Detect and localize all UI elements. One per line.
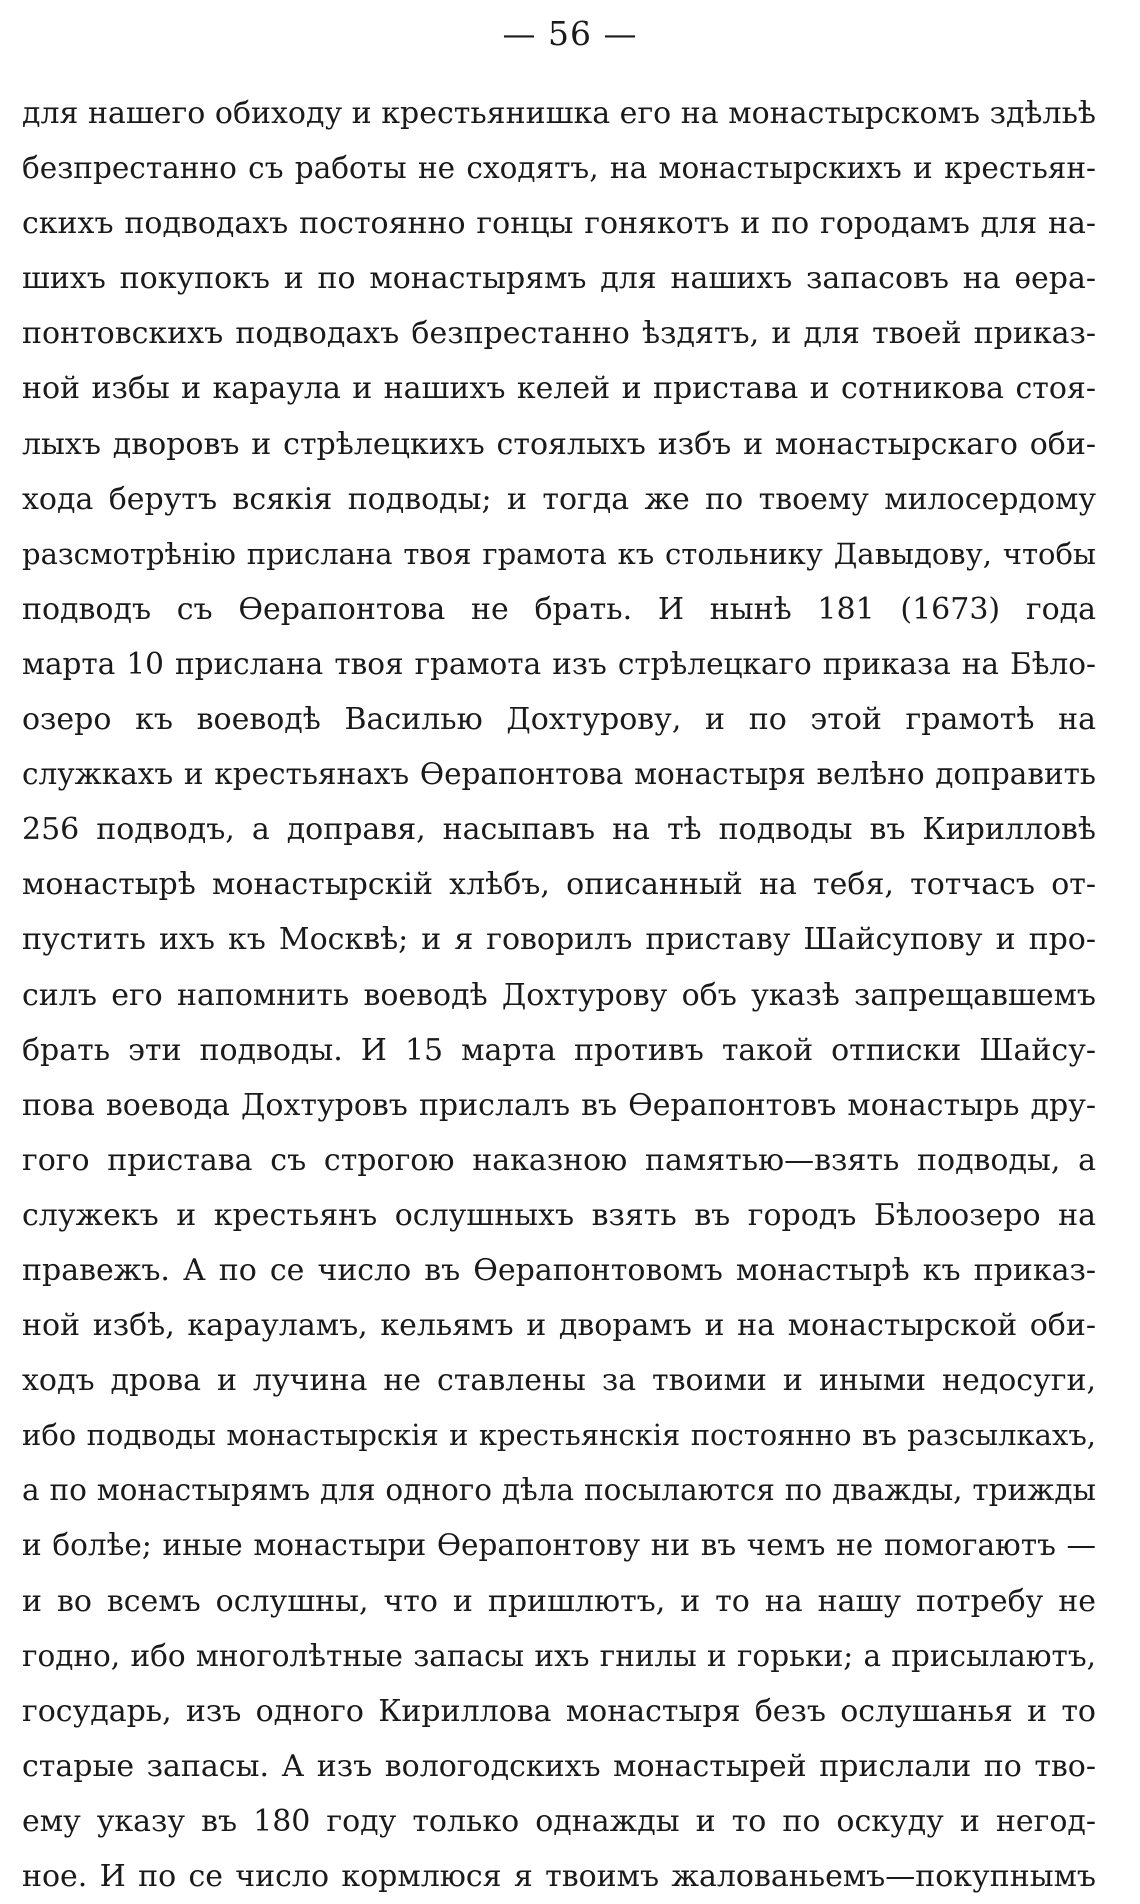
- text-line: гого пристава съ строгою наказною памятью—взять подводы, а: [22, 1142, 1096, 1178]
- text-line: служкахъ и крестьянахъ Ѳерапонтова монастыря велѣно доправить: [22, 757, 1096, 792]
- text-line: ибо подводы монастырскія и крестьянскія постоянно въ разсылкахъ,: [22, 1418, 1096, 1453]
- text-line: подводъ съ Ѳерапонтова не брать. И нынѣ 181 (1673) года: [22, 591, 1096, 627]
- text-line: и болѣе; иные монастыри Ѳерапонтову ни въ чемъ не помогаютъ —: [22, 1528, 1096, 1563]
- body-text: [22, 86, 1096, 1904]
- text-line: ему указу въ 180 году только однажды и то по оскуду и негод-: [22, 1803, 1096, 1839]
- text-line: для нашего обиходу и крестьянишка его на монастырскомъ здѣльѣ: [22, 96, 1096, 131]
- text-line: и во всемъ ослушны, что и пришлютъ, и то на нашу потребу не: [22, 1583, 1096, 1619]
- text-line: пова воевода Дохтуровъ прислалъ въ Ѳерапонтовъ монастырь дру-: [22, 1087, 1096, 1123]
- text-line: разсмотрѣнію прислана твоя грамота къ стольнику Давыдову, чтобы: [22, 536, 1096, 571]
- text-line: служекъ и крестьянъ ослушныхъ взять въ городъ Бѣлоозеро на: [22, 1197, 1096, 1233]
- text-line: государь, изъ одного Кириллова монастыря безъ ослушанья и то: [22, 1693, 1096, 1729]
- text-line: безпрестанно съ работы не сходятъ, на монастырскихъ и крестьян-: [22, 151, 1096, 186]
- text-line: силъ его напомнить воеводѣ Дохтурову объ указѣ запрещавшемъ: [22, 977, 1096, 1013]
- text-line: ходъ дрова и лучина не ставлены за твоими и иными недосуги,: [22, 1363, 1096, 1399]
- page-number: — 56 —: [502, 14, 638, 53]
- text-line: монастырѣ монастырскій хлѣбъ, описанный на тебя, тотчасъ от-: [22, 867, 1096, 903]
- text-line: понтовскихъ подводахъ безпрестанно ѣздятъ, и для твоей приказ-: [22, 316, 1096, 352]
- text-line: лыхъ дворовъ и стрѣлецкихъ стоялыхъ избъ и монастырскаго оби-: [22, 426, 1096, 462]
- text-line: брать эти подводы. И 15 марта противъ такой отписки Шайсу-: [22, 1032, 1096, 1068]
- text-line: хода берутъ всякія подводы; и тогда же по твоему милосердому: [22, 481, 1096, 517]
- text-line: марта 10 прислана твоя грамота изъ стрѣлецкаго приказа на Бѣло-: [22, 646, 1096, 681]
- text-line: а по монастырямъ для одного дѣла посылаются по дважды, трижды: [22, 1473, 1096, 1508]
- text-line: правежъ. А по се число въ Ѳерапонтовомъ монастырѣ къ приказ-: [22, 1252, 1096, 1288]
- text-line: ное. И по се число кормлюся я твоимъ жалованьемъ—покупнымъ: [22, 1859, 1096, 1894]
- text-line: 256 подводъ, а доправя, насыпавъ на тѣ подводы въ Кирилловѣ: [22, 812, 1096, 848]
- text-line: озеро къ воеводѣ Василью Дохтурову, и по этой грамотѣ на: [22, 702, 1096, 738]
- text-line: шихъ покупокъ и по монастырямъ для нашихъ запасовъ на ѳера-: [22, 261, 1096, 297]
- text-line: ной избѣ, карауламъ, кельямъ и дворамъ и на монастырской оби-: [22, 1308, 1096, 1344]
- text-line: ной избы и караула и нашихъ келей и пристава и сотникова стоя-: [22, 371, 1096, 407]
- text-line: скихъ подводахъ постоянно гонцы гонякотъ и по городамъ для на-: [22, 206, 1096, 242]
- text-line: пустить ихъ къ Москвѣ; и я говорилъ приставу Шайсупову и про-: [22, 922, 1096, 958]
- text-line: старые запасы. А изъ вологодскихъ монастырей прислали по тво-: [22, 1748, 1096, 1784]
- text-line: годно, ибо многолѣтные запасы ихъ гнилы и горьки; а присылаютъ,: [22, 1638, 1096, 1673]
